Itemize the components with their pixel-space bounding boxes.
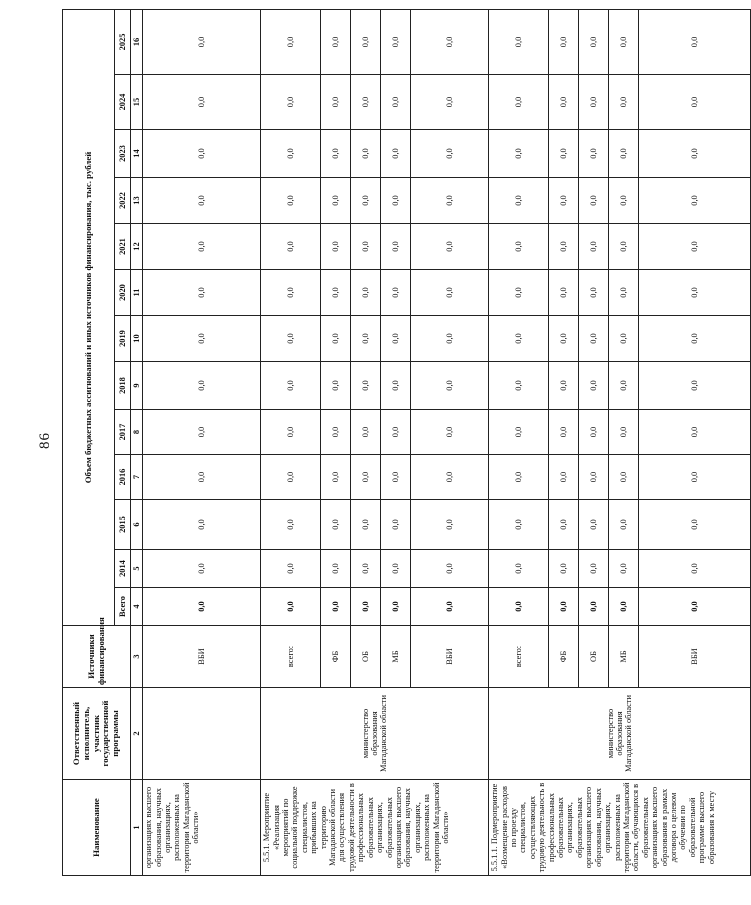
year-value: 0,0	[351, 270, 381, 316]
table-row	[489, 9, 549, 875]
year-value: 0,0	[143, 224, 261, 270]
year-value: 0,0	[261, 455, 321, 500]
year-value: 0,0	[579, 316, 609, 362]
year-value: 0,0	[639, 410, 751, 455]
year-value: 0,0	[381, 178, 411, 224]
year-value: 0,0	[381, 410, 411, 455]
year-value: 0,0	[609, 455, 639, 500]
header-year: 2025	[115, 9, 131, 74]
year-value: 0,0	[489, 550, 549, 588]
column-number: 2	[131, 688, 143, 780]
year-value: 0,0	[639, 550, 751, 588]
year-value: 0,0	[381, 9, 411, 74]
year-value: 0,0	[489, 130, 549, 178]
year-value: 0,0	[579, 130, 609, 178]
year-value: 0,0	[489, 9, 549, 74]
table-row	[261, 9, 321, 875]
year-value: 0,0	[321, 362, 351, 410]
year-value: 0,0	[143, 75, 261, 130]
year-value: 0,0	[381, 75, 411, 130]
year-value: 0,0	[351, 455, 381, 500]
year-value: 0,0	[411, 270, 489, 316]
funding-source: ВБИ	[143, 626, 261, 688]
column-number: 3	[131, 626, 143, 688]
year-value: 0,0	[639, 316, 751, 362]
year-value: 0,0	[579, 270, 609, 316]
year-value: 0,0	[549, 500, 579, 550]
year-value: 0,0	[261, 9, 321, 74]
year-value: 0,0	[579, 455, 609, 500]
year-value: 0,0	[143, 9, 261, 74]
year-value: 0,0	[381, 500, 411, 550]
header-year: 2018	[115, 362, 131, 410]
year-value: 0,0	[351, 9, 381, 74]
column-number: 13	[131, 178, 143, 224]
column-number: 1	[131, 780, 143, 876]
year-value: 0,0	[411, 500, 489, 550]
total-value: 0,0	[609, 588, 639, 626]
year-value: 0,0	[351, 224, 381, 270]
total-value: 0,0	[143, 588, 261, 626]
year-value: 0,0	[411, 130, 489, 178]
year-value: 0,0	[143, 500, 261, 550]
funding-source: всего:	[261, 626, 321, 688]
header-year: 2023	[115, 130, 131, 178]
funding-source: МБ	[609, 626, 639, 688]
year-value: 0,0	[261, 410, 321, 455]
year-value: 0,0	[639, 455, 751, 500]
year-value: 0,0	[639, 500, 751, 550]
year-value: 0,0	[261, 500, 321, 550]
year-value: 0,0	[143, 455, 261, 500]
year-value: 0,0	[489, 455, 549, 500]
year-value: 0,0	[321, 130, 351, 178]
year-value: 0,0	[143, 550, 261, 588]
year-value: 0,0	[321, 410, 351, 455]
header-year: 2022	[115, 178, 131, 224]
total-value: 0,0	[639, 588, 751, 626]
year-value: 0,0	[609, 130, 639, 178]
year-value: 0,0	[609, 270, 639, 316]
year-value: 0,0	[261, 362, 321, 410]
year-value: 0,0	[351, 550, 381, 588]
year-value: 0,0	[321, 500, 351, 550]
item-responsible	[143, 688, 261, 780]
item-name: 5.5.1.1. Подмероприятие «Возмещение расходов по проезду специалистов, осуществляющих трудовую деятельность в профессиональных образовательных организациях, образовательных организациях высшего образования, научных организациях, расположенных на территории Магаданской области, обучающихся в образовательных организациях высшего образования в рамках договора о целевом обучении по образовательной программе высшего образования к месту	[489, 780, 751, 876]
year-value: 0,0	[381, 270, 411, 316]
funding-source: ФБ	[549, 626, 579, 688]
year-value: 0,0	[143, 130, 261, 178]
total-value: 0,0	[261, 588, 321, 626]
year-value: 0,0	[351, 130, 381, 178]
funding-source: ВБИ	[411, 626, 489, 688]
header-responsible: Ответственный исполнитель, участник государственной программы	[63, 688, 131, 780]
year-value: 0,0	[381, 224, 411, 270]
column-number: 5	[131, 550, 143, 588]
year-value: 0,0	[411, 455, 489, 500]
total-value: 0,0	[381, 588, 411, 626]
year-value: 0,0	[639, 270, 751, 316]
year-value: 0,0	[609, 75, 639, 130]
column-number: 16	[131, 9, 143, 74]
column-number: 4	[131, 588, 143, 626]
year-value: 0,0	[261, 75, 321, 130]
year-value: 0,0	[549, 316, 579, 362]
year-value: 0,0	[381, 130, 411, 178]
funding-source: МБ	[381, 626, 411, 688]
year-value: 0,0	[143, 270, 261, 316]
header-total: Всего	[115, 588, 131, 626]
item-name: 5.5.1. Мероприятие «Реализация мероприятий по социальной поддержке специалистов, прибывших на территорию Магаданской области для осуществления трудовой деятельности в профессиональных образовательных организациях, образовательных организациях высшего образования, научных организациях, расположенных на территории Магаданской области»	[261, 780, 489, 876]
year-value: 0,0	[351, 410, 381, 455]
year-value: 0,0	[489, 75, 549, 130]
funding-source: всего:	[489, 626, 549, 688]
item-name: организациях высшего образования, научных организациях, расположенных на территории Магаданской области»	[143, 780, 261, 876]
funding-source: ОБ	[579, 626, 609, 688]
year-value: 0,0	[489, 362, 549, 410]
year-value: 0,0	[549, 270, 579, 316]
year-value: 0,0	[351, 75, 381, 130]
year-value: 0,0	[549, 9, 579, 74]
year-value: 0,0	[549, 550, 579, 588]
year-value: 0,0	[579, 410, 609, 455]
header-year: 2019	[115, 316, 131, 362]
year-value: 0,0	[609, 224, 639, 270]
year-value: 0,0	[411, 410, 489, 455]
year-value: 0,0	[143, 410, 261, 455]
year-value: 0,0	[609, 500, 639, 550]
year-value: 0,0	[261, 550, 321, 588]
year-value: 0,0	[381, 316, 411, 362]
year-value: 0,0	[579, 75, 609, 130]
year-value: 0,0	[579, 9, 609, 74]
year-value: 0,0	[489, 410, 549, 455]
header-year: 2014	[115, 550, 131, 588]
year-value: 0,0	[489, 270, 549, 316]
year-value: 0,0	[609, 178, 639, 224]
column-number: 10	[131, 316, 143, 362]
year-value: 0,0	[639, 130, 751, 178]
year-value: 0,0	[351, 178, 381, 224]
year-value: 0,0	[609, 9, 639, 74]
header-year: 2021	[115, 224, 131, 270]
header-year: 2020	[115, 270, 131, 316]
total-value: 0,0	[351, 588, 381, 626]
year-value: 0,0	[639, 9, 751, 74]
year-value: 0,0	[579, 178, 609, 224]
column-number: 8	[131, 410, 143, 455]
year-value: 0,0	[549, 178, 579, 224]
rotated-page	[62, 10, 716, 876]
year-value: 0,0	[411, 362, 489, 410]
year-value: 0,0	[489, 224, 549, 270]
year-value: 0,0	[411, 224, 489, 270]
item-responsible: министерство образования Магаданской области	[489, 688, 751, 780]
year-value: 0,0	[579, 500, 609, 550]
year-value: 0,0	[549, 455, 579, 500]
year-value: 0,0	[411, 550, 489, 588]
funding-source: ОБ	[351, 626, 381, 688]
year-value: 0,0	[381, 362, 411, 410]
year-value: 0,0	[489, 500, 549, 550]
funding-table	[62, 9, 751, 876]
header-year: 2024	[115, 75, 131, 130]
total-value: 0,0	[321, 588, 351, 626]
year-value: 0,0	[609, 550, 639, 588]
header-funding: Объем бюджетных ассигнований и иных источников финансирования, тыс. рублей	[63, 9, 115, 625]
item-responsible: министерство образования Магаданской области	[261, 688, 489, 780]
total-value: 0,0	[411, 588, 489, 626]
year-value: 0,0	[351, 500, 381, 550]
header-year: 2015	[115, 500, 131, 550]
column-number: 15	[131, 75, 143, 130]
column-number: 9	[131, 362, 143, 410]
year-value: 0,0	[321, 178, 351, 224]
year-value: 0,0	[321, 224, 351, 270]
year-value: 0,0	[321, 9, 351, 74]
year-value: 0,0	[321, 75, 351, 130]
total-value: 0,0	[489, 588, 549, 626]
year-value: 0,0	[321, 550, 351, 588]
year-value: 0,0	[143, 362, 261, 410]
column-number: 11	[131, 270, 143, 316]
year-value: 0,0	[639, 75, 751, 130]
table-row	[143, 9, 261, 875]
year-value: 0,0	[609, 362, 639, 410]
year-value: 0,0	[321, 455, 351, 500]
funding-source: ФБ	[321, 626, 351, 688]
year-value: 0,0	[579, 224, 609, 270]
year-value: 0,0	[321, 270, 351, 316]
year-value: 0,0	[351, 316, 381, 362]
page-number: 86	[37, 432, 53, 449]
year-value: 0,0	[549, 130, 579, 178]
column-number: 14	[131, 130, 143, 178]
year-value: 0,0	[549, 224, 579, 270]
year-value: 0,0	[549, 410, 579, 455]
year-value: 0,0	[381, 550, 411, 588]
year-value: 0,0	[411, 316, 489, 362]
funding-source: ВБИ	[639, 626, 751, 688]
year-value: 0,0	[351, 362, 381, 410]
year-value: 0,0	[489, 316, 549, 362]
column-number: 6	[131, 500, 143, 550]
year-value: 0,0	[549, 75, 579, 130]
header-year: 2016	[115, 455, 131, 500]
year-value: 0,0	[579, 362, 609, 410]
year-value: 0,0	[261, 130, 321, 178]
year-value: 0,0	[549, 362, 579, 410]
year-value: 0,0	[639, 224, 751, 270]
year-value: 0,0	[261, 316, 321, 362]
year-value: 0,0	[411, 178, 489, 224]
column-number: 12	[131, 224, 143, 270]
header-name: Наименование	[63, 780, 131, 876]
header-source: Источники финансирования	[63, 626, 131, 688]
year-value: 0,0	[639, 178, 751, 224]
year-value: 0,0	[143, 316, 261, 362]
year-value: 0,0	[321, 316, 351, 362]
header-year: 2017	[115, 410, 131, 455]
year-value: 0,0	[579, 550, 609, 588]
column-number: 7	[131, 455, 143, 500]
year-value: 0,0	[261, 270, 321, 316]
year-value: 0,0	[609, 410, 639, 455]
year-value: 0,0	[261, 178, 321, 224]
year-value: 0,0	[261, 224, 321, 270]
year-value: 0,0	[381, 455, 411, 500]
total-value: 0,0	[579, 588, 609, 626]
year-value: 0,0	[143, 178, 261, 224]
year-value: 0,0	[411, 9, 489, 74]
year-value: 0,0	[609, 316, 639, 362]
year-value: 0,0	[411, 75, 489, 130]
year-value: 0,0	[489, 178, 549, 224]
total-value: 0,0	[549, 588, 579, 626]
year-value: 0,0	[639, 362, 751, 410]
